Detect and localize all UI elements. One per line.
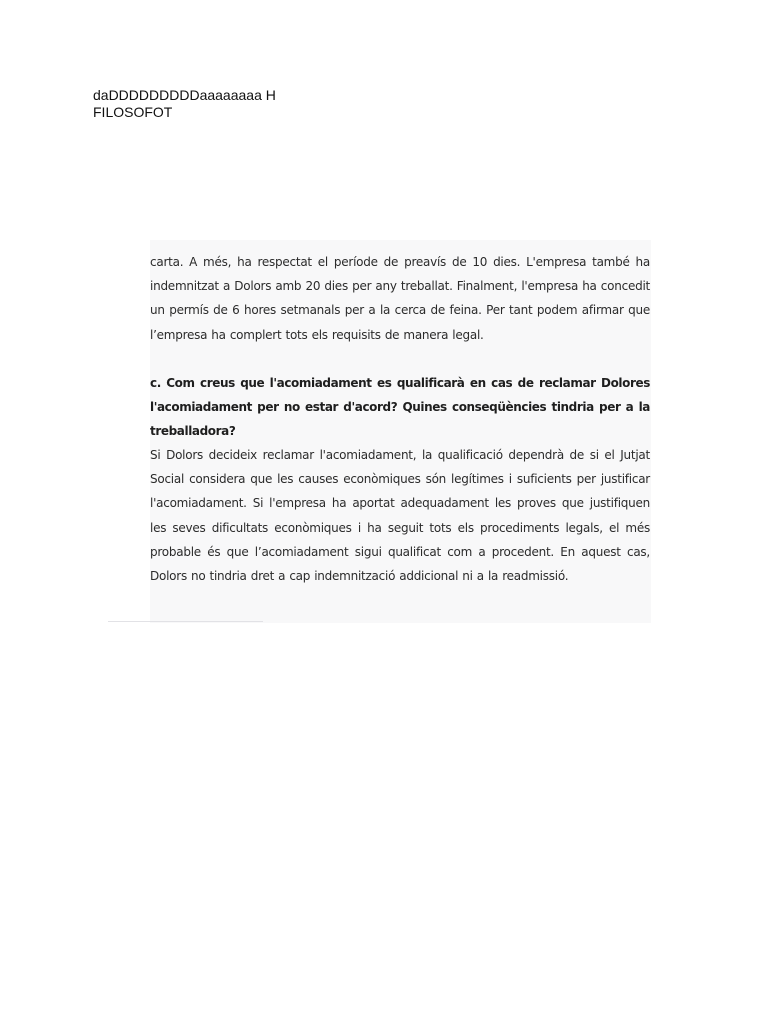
excerpt-paragraph-1: carta. A més, ha respectat el període de preavís de 10 dies. L'empresa també ha indemnitzat a Dolors amb 20 dies per any treballat. Finalment, l'empresa ha concedit un permís de 6 hores setmanals per a la cerca de feina. Per tant podem afirmar que l’empresa ha complert tots els requisits de manera legal. — [150, 255, 650, 342]
header-line-2: FILOSOFOT — [93, 104, 173, 120]
document-header — [93, 87, 276, 121]
divider-line — [108, 621, 263, 622]
excerpt-question: c. Com creus que l'acomiadament es qualificarà en cas de reclamar Dolores l'acomiadament per no estar d'acord? Quines conseqüències tindria per a la treballadora? — [150, 376, 650, 439]
excerpt-answer: Si Dolors decideix reclamar l'acomiadament, la qualificació dependrà de si el Jutjat Social considera que les causes econòmiques són legítimes i suficients per justificar l'acomiadament. Si l'empresa ha aportat adequadament les proves que justifiquen les seves dificultats econòmiques i ha seguit tots els procediments legals, el més probable és que l’acomiadament sigui qualificat com a procedent. En aquest cas, Dolors no tindria dret a cap indemnització addicional ni a la readmissió. — [150, 448, 650, 584]
header-line-1: daDDDDDDDDDaaaaaaaa H — [93, 87, 276, 103]
